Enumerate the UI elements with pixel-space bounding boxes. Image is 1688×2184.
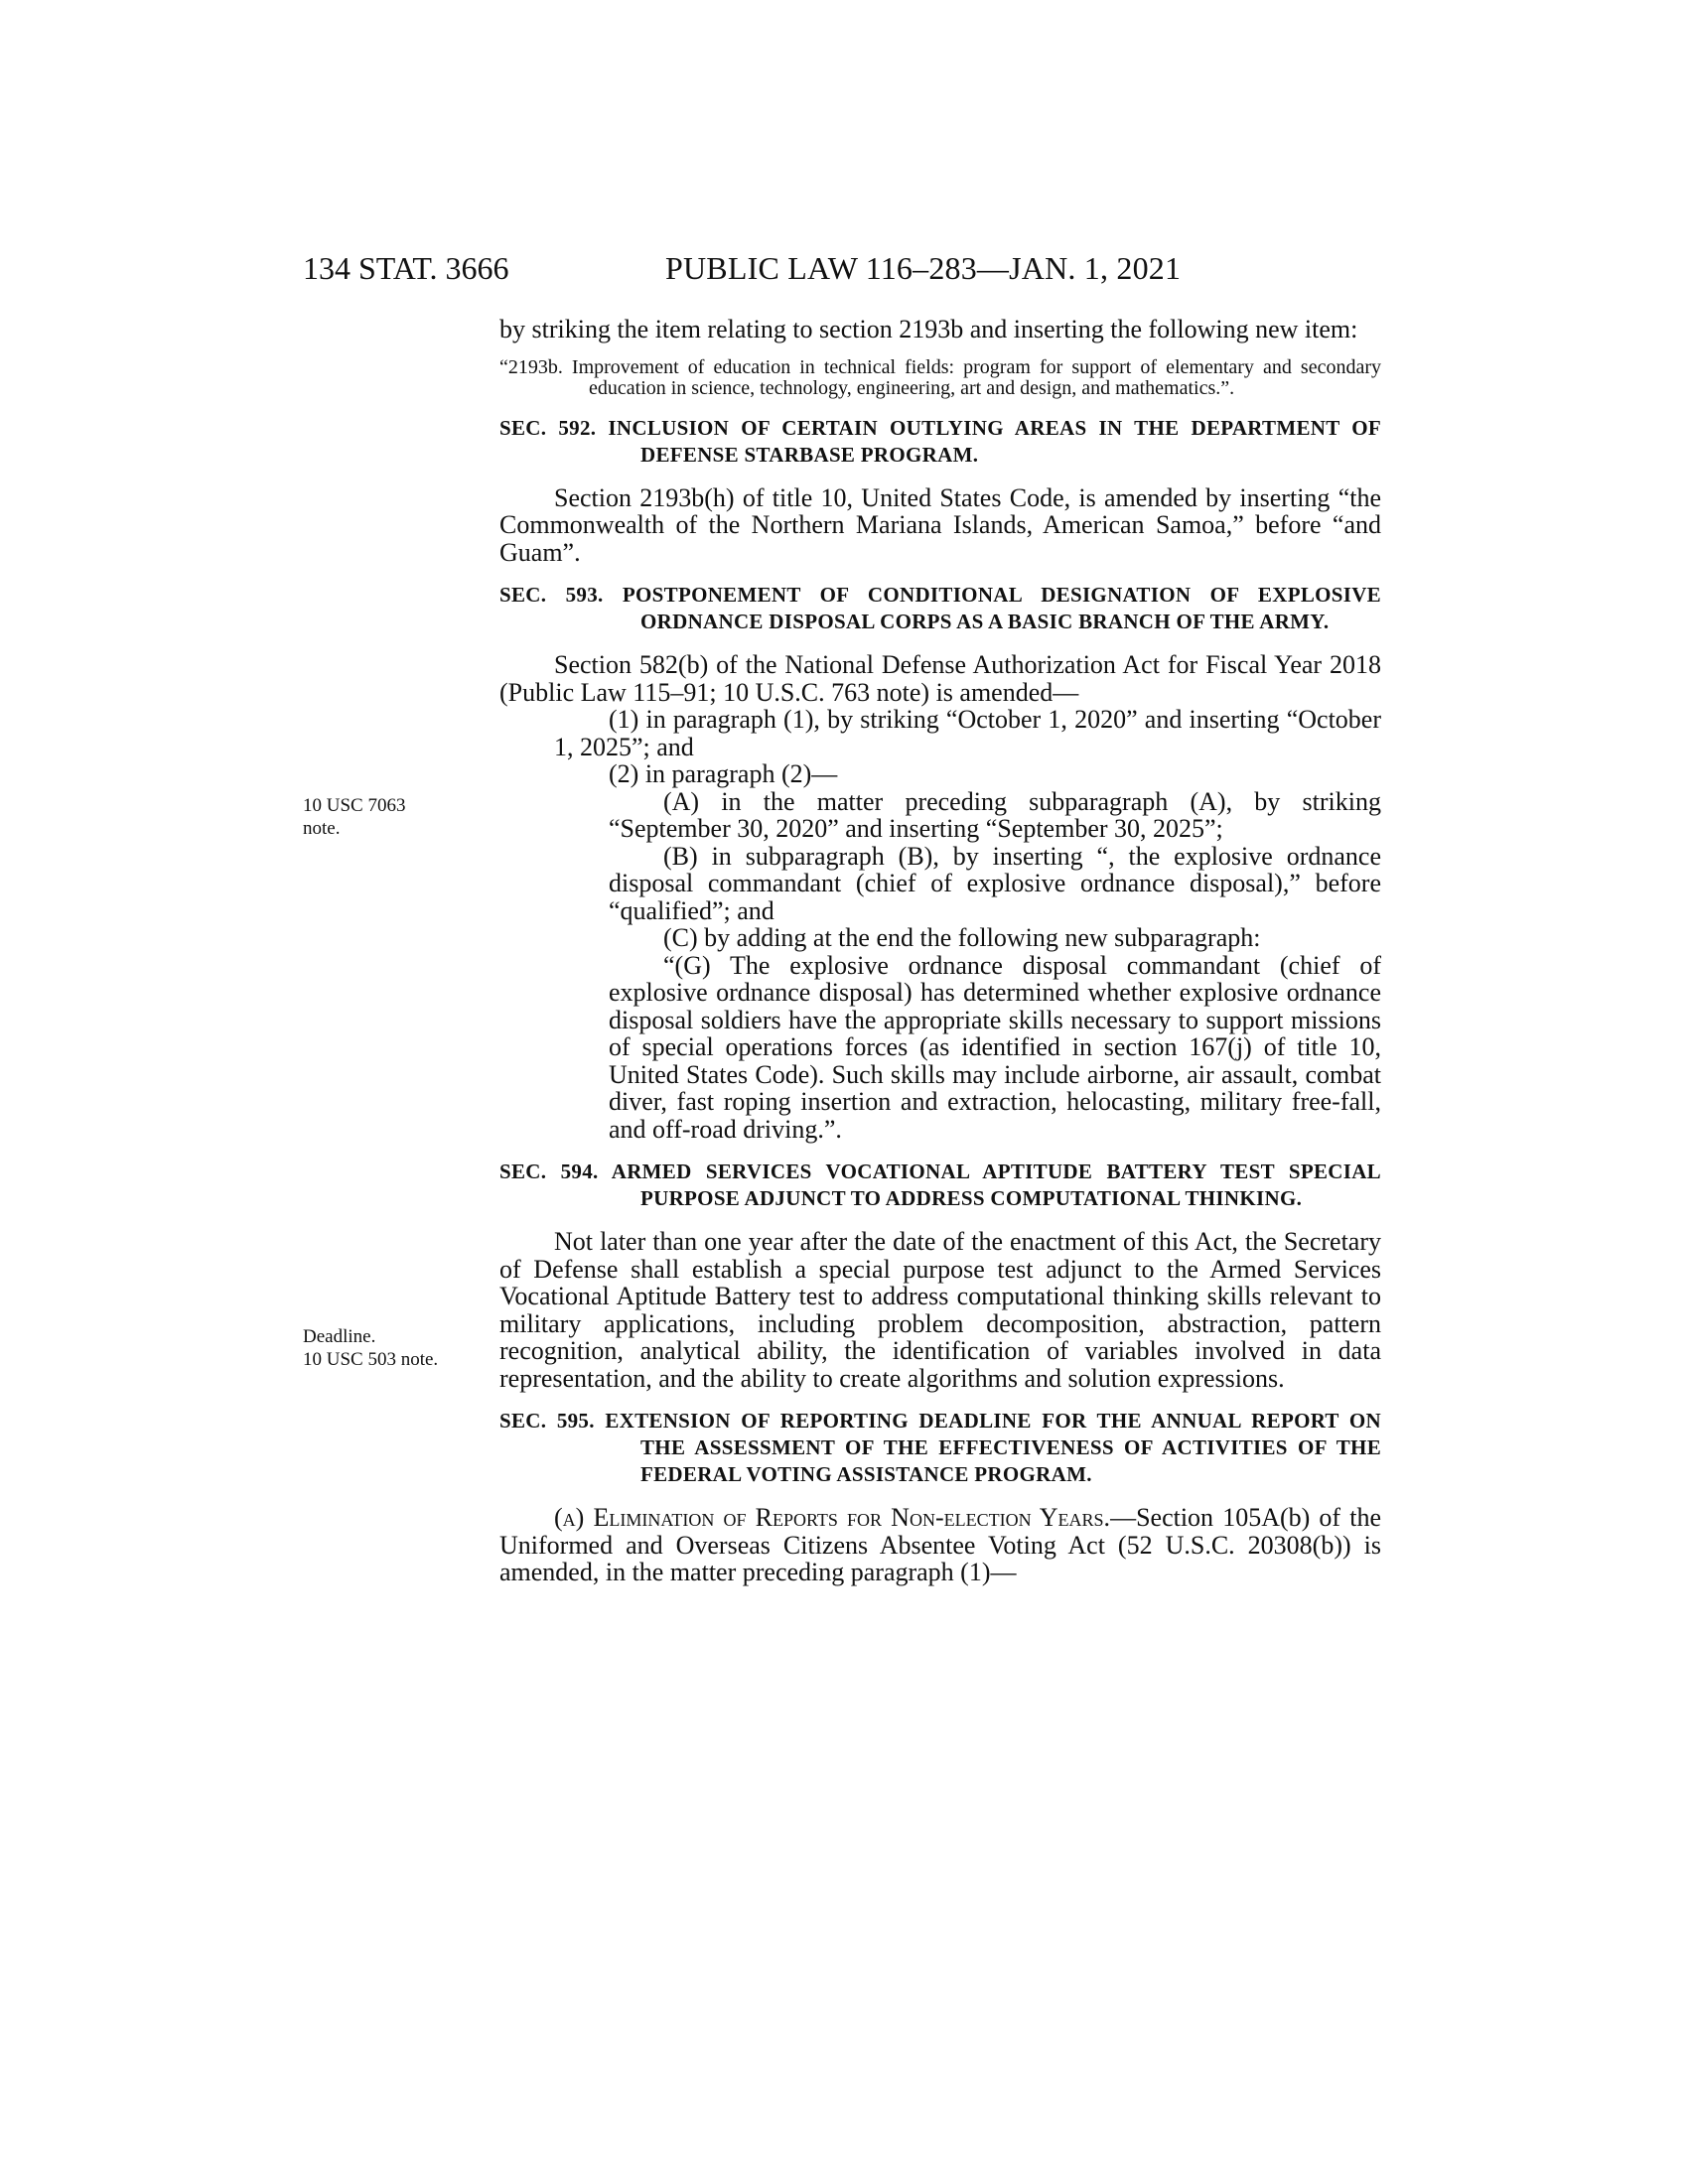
section-594-heading bbox=[499, 1159, 1381, 1212]
section-595-subsection-a bbox=[499, 1504, 1381, 1586]
paragraph-2 bbox=[499, 760, 1381, 788]
section-593-text: Section 582(b) of the National Defense Authorization Act for Fiscal Year 2018 (Public Law 115–91; 10 U.S.C. 763 note) is amended— bbox=[499, 650, 1381, 707]
paragraph-1-text: (1) in paragraph (1), by striking “October 1, 2020” and inserting “October 1, 2025”; and bbox=[554, 705, 1381, 761]
margin-note-line: note. bbox=[303, 818, 341, 839]
table-of-sections-item: “2193b. Improvement of education in technical fields: program for support of elementary and secondary education in science, technology, engineering, art and design, and mathematics.”. bbox=[499, 355, 1381, 399]
subsection-a-text: —Section 105A(b) of the Uniformed and Overseas Citizens Absentee Voting Act (52 U.S.C. 20308(b)) is amended, in the matter preceding paragraph (1)— bbox=[499, 1503, 1381, 1586]
section-number: SEC. 594. bbox=[499, 1160, 599, 1183]
margin-note-line: Deadline. bbox=[303, 1326, 376, 1347]
section-595-heading bbox=[499, 1408, 1381, 1488]
subparagraph-c bbox=[499, 924, 1381, 952]
subsection-a-heading: (a) Elimination of Reports for Non-election Years. bbox=[554, 1503, 1111, 1532]
margin-note-line: 10 USC 7063 bbox=[303, 795, 406, 816]
margin-note-line: 10 USC 503 note. bbox=[303, 1349, 439, 1370]
section-title: ARMED SERVICES VOCATIONAL APTITUDE BATTERY TEST SPECIAL PURPOSE ADJUNCT TO ADDRESS COMPUTATIONAL THINKING. bbox=[611, 1160, 1381, 1210]
paragraph-2-text: (2) in paragraph (2)— bbox=[609, 759, 838, 788]
margin-note-10-usc-7063 bbox=[303, 794, 492, 840]
intro-paragraph: by striking the item relating to section 2193b and inserting the following new item: bbox=[499, 315, 1358, 343]
section-title: INCLUSION OF CERTAIN OUTLYING AREAS IN THE DEPARTMENT OF DEFENSE STARBASE PROGRAM. bbox=[608, 415, 1381, 467]
section-594-text: Not later than one year after the date of the enactment of this Act, the Secretary of Defense shall establish a special purpose test adjunct to the Armed Services Vocational Aptitude Battery test to address computational thinking skills relevant to military applications, including problem decomposition, abstraction, pattern recognition, analytical ability, the identification of variables involved in data representation, and the ability to create algorithms and solution expressions. bbox=[499, 1227, 1381, 1393]
paragraph-1 bbox=[499, 706, 1381, 760]
section-title: EXTENSION OF REPORTING DEADLINE FOR THE ANNUAL REPORT ON THE ASSESSMENT OF THE EFFECTIVENESS OF ACTIVITIES OF THE FEDERAL VOTING ASSISTANCE PROGRAM. bbox=[605, 1409, 1381, 1486]
section-592-heading bbox=[499, 415, 1381, 469]
subparagraph-b bbox=[499, 843, 1381, 925]
subparagraph-a-text: (A) in the matter preceding subparagraph (A), by striking “September 30, 2020” and inserting “September 30, 2025”; bbox=[609, 786, 1381, 843]
section-number: SEC. 592. bbox=[499, 415, 597, 440]
section-number: SEC. 595. bbox=[499, 1409, 595, 1433]
section-title: POSTPONEMENT OF CONDITIONAL DESIGNATION OF EXPLOSIVE ORDNANCE DISPOSAL CORPS AS A BASIC BRANCH OF THE ARMY. bbox=[622, 583, 1381, 633]
section-593-heading bbox=[499, 582, 1381, 635]
subparagraph-g bbox=[499, 952, 1381, 1144]
subparagraph-g-text: “(G) The explosive ordnance disposal commandant (chief of explosive ordnance disposal) has determined whether explosive ordnance disposal soldiers have the appropriate skills necessary to support missions of special operations forces (as identified in section 167(j) of title 10, United States Code). Such skills may include airborne, air assault, combat diver, fast roping insertion and extraction, helocasting, military free-fall, and off-road driving.”. bbox=[609, 950, 1381, 1144]
main-text-column bbox=[499, 316, 1381, 1586]
running-header bbox=[303, 248, 1385, 288]
subparagraph-a bbox=[499, 788, 1381, 843]
subparagraph-c-text: (C) by adding at the end the following new subparagraph: bbox=[663, 923, 1261, 952]
statute-page-reference: 134 STAT. 3666 bbox=[303, 250, 509, 286]
public-law-reference: PUBLIC LAW 116–283—JAN. 1, 2021 bbox=[665, 250, 1182, 286]
section-592-text: Section 2193b(h) of title 10, United States Code, is amended by inserting “the Commonwealth of the Northern Mariana Islands, American Samoa,” before “and Guam”. bbox=[499, 482, 1381, 567]
subparagraph-b-text: (B) in subparagraph (B), by inserting “, the explosive ordnance disposal commandant (chief of explosive ordnance disposal),” before “qualified”; and bbox=[609, 841, 1381, 925]
section-number: SEC. 593. bbox=[499, 583, 604, 607]
margin-note-deadline bbox=[303, 1325, 492, 1371]
